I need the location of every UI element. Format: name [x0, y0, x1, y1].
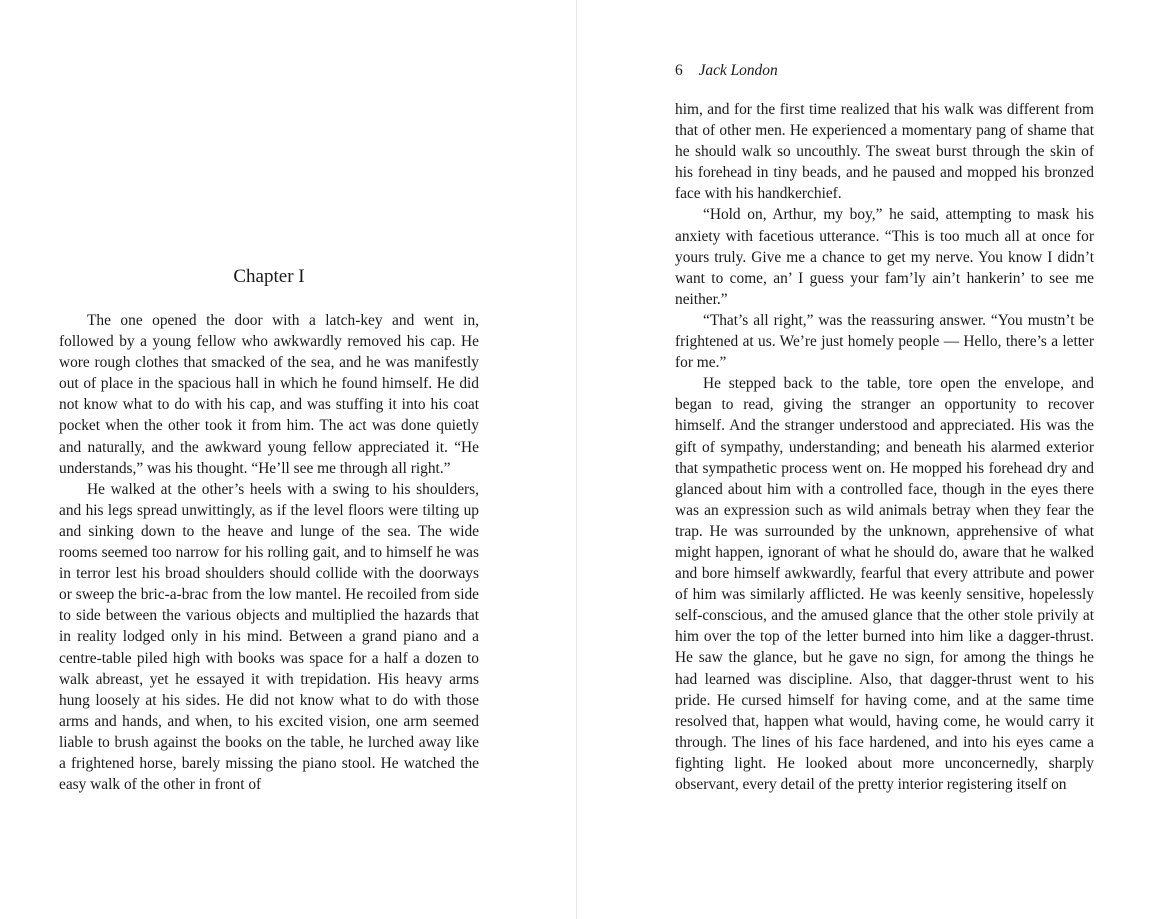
running-header	[675, 61, 778, 81]
page-number: 6	[675, 62, 683, 79]
right-page-body	[675, 99, 1094, 795]
paragraph: The one opened the door with a latch-key and went in, followed by a young fellow who awkwardly removed his cap. He wore rough clothes that smacked of the sea, and he was manifestly out of place in the spacious hall in which he found himself. He did not know what to do with his cap, and was stuffing it into his coat pocket when the other took it from him. The act was done quietly and naturally, and the awkward young fellow appreciated it. “He understands,” was his thought. “He’ll see me through all right.”	[59, 312, 479, 477]
paragraph: He walked at the other’s heels with a swing to his shoulders, and his legs spread unwittingly, as if the level floors were tilting up and sinking down to the heave and lunge of the sea. The wide rooms seemed too narrow for his rolling gait, and to himself he was in terror lest his broad shoulders should collide with the doorways or sweep the bric-a-brac from the low mantel. He recoiled from side to side between the various objects and multiplied the hazards that in reality lodged only in his mind. Between a grand piano and a centre-table piled high with books was space for a half a dozen to walk abreast, yet he essayed it with trepidation. His heavy arms hung loosely at his sides. He did not know what to do with those arms and hands, and when, to his excited vision, one arm seemed liable to brush against the books on the table, he lurched away like a frightened horse, barely missing the piano stool. He watched the easy walk of the other in front of	[59, 480, 479, 794]
paragraph: He stepped back to the table, tore open the envelope, and began to read, giving the stranger an opportunity to recover himself. And the stranger understood and appreciated. His was the gift of sympathy, understanding; and beneath his alarmed exterior that sympathetic process went on. He mopped his forehead dry and glanced about him with a controlled face, though in the eyes there was an expression such as wild animals betray when they fear the trap. He was surrounded by the unknown, apprehensive of what might happen, ignorant of what he should do, aware that he walked and bore himself awkwardly, fearful that every attribute and power of him was similarly afflicted. He was keenly sensitive, hopelessly self-conscious, and the amused glance that the other stole privily at him over the top of the letter burned into him like a dagger-thrust. He saw the glance, but he gave no sign, for among the things he had learned was discipline. Also, that dagger-thrust went to his pride. He cursed himself for having come, and at the same time resolved that, happen what would, having come, he would carry it through. The lines of his face hardened, and into his eyes came a fighting light. He looked about more unconcernedly, sharply observant, every detail of the pretty interior registering itself on	[675, 375, 1094, 793]
paragraph: “Hold on, Arthur, my boy,” he said, attempting to mask his anxiety with facetious utterance. “This is too much all at once for yours truly. Give me a chance to get my nerve. You know I didn’t want to come, an’ I guess your fam’ly ain’t hankerin’ to see me neither.”	[675, 206, 1094, 308]
running-head-author: Jack London	[698, 62, 778, 79]
paragraph: him, and for the first time realized that his walk was different from that of other men. He experienced a momentary pang of shame that he should walk so uncouthly. The sweat burst through the skin of his forehead in tiny beads, and he paused and mopped his bronzed face with his handkerchief.	[675, 101, 1094, 203]
chapter-title: Chapter I	[233, 266, 305, 287]
right-page	[577, 0, 1151, 919]
left-page-body	[59, 310, 479, 795]
paragraph: “That’s all right,” was the reassuring answer. “You mustn’t be frightened at us. We’re just homely people — Hello, there’s a letter for me.”	[675, 311, 1094, 372]
